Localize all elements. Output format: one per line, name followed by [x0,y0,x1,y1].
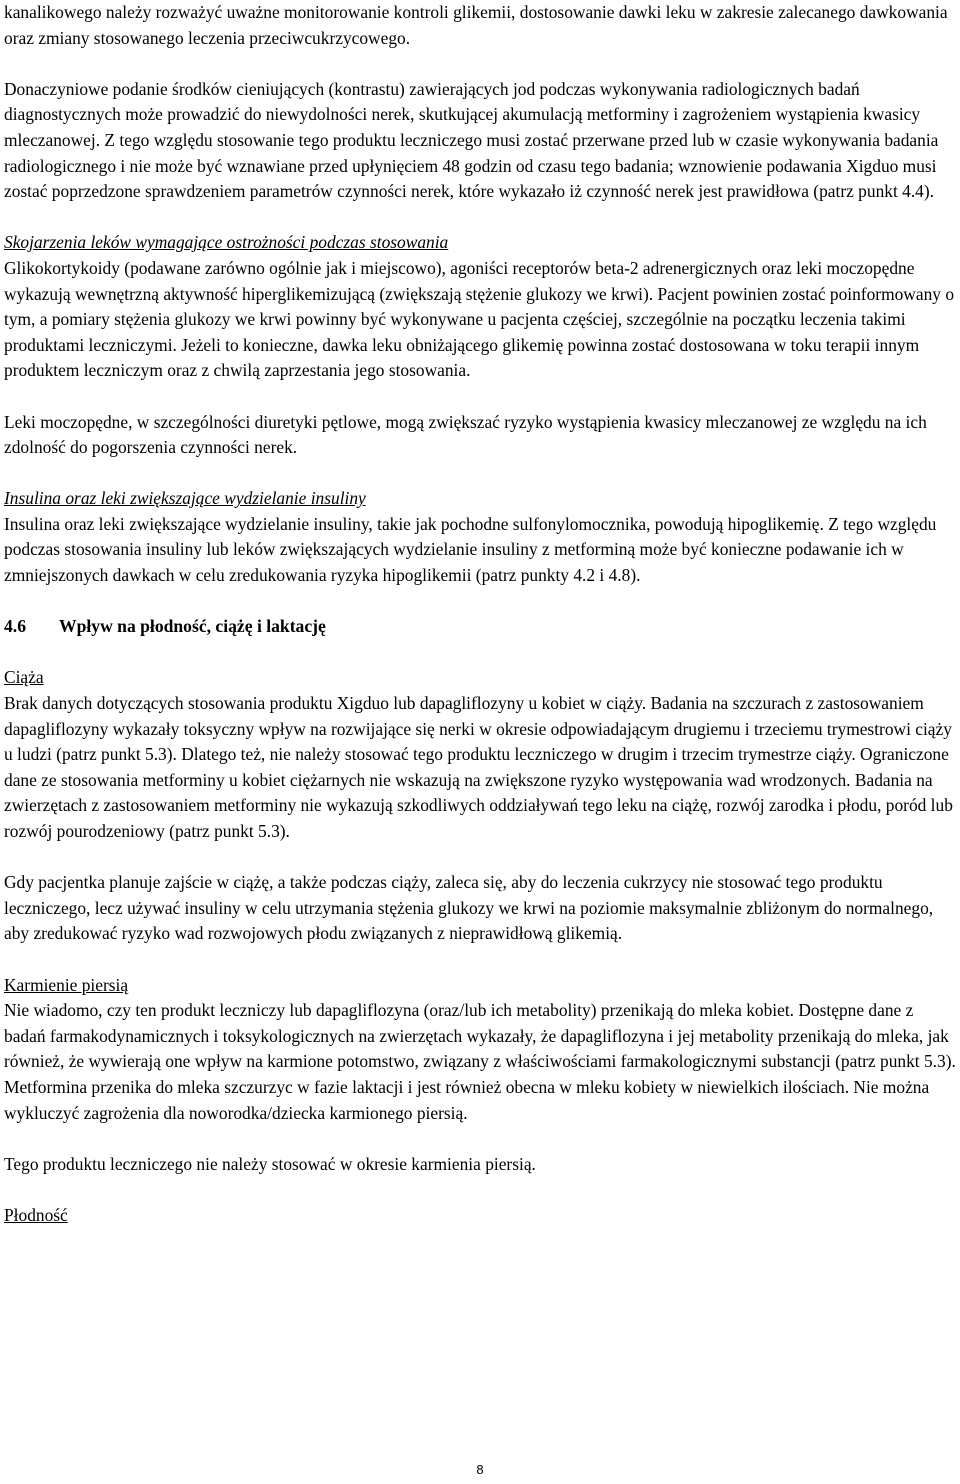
section-title: Wpływ na płodność, ciążę i laktację [59,616,326,637]
spacer [4,1126,956,1152]
spacer [4,1177,956,1203]
subheading-pregnancy: Ciąża [4,667,44,688]
spacer [4,947,956,973]
document-page [4,0,956,1229]
paragraph-glucocorticoids: Glikokortykoidy (podawane zarówno ogólnie jak i miejscowo), agoniści receptorów beta-2 adrenergicznych oraz leki moczopędne wykazują wewnętrzną aktywność hiperglikemizującą (zwiększają stężenie glukozy we krwi). Pacjent powinien zostać poinformowany o tym, a pomiary stężenia glukozy we krwi powinny być wykonywane u pacjenta częściej, szczególnie na początku leczenia takimi produktami leczniczymi. Jeżeli to konieczne, dawka leku obniżającego glikemię powinna zostać dostosowana w toku terapii innym produktem leczniczym oraz z chwilą zaprzestania jego stosowania. [4,257,955,381]
subheading-fertility: Płodność [4,1204,68,1225]
spacer [4,51,956,77]
subheading-insulin: Insulina oraz leki zwiększające wydzielanie insuliny [4,488,366,509]
paragraph-insulin: Insulina oraz leki zwiększające wydzielanie insuliny, takie jak pochodne sulfonylomocznika, powodują hipoglikemię. Z tego względu podczas stosowania insuliny lub leków zwiększających wydzielanie insuliny z metforminą może być konieczne podawanie ich w zmniejszonych dawkach w celu zredukowania ryzyka hipoglikemii (patrz punkty 4.2 i 4.8). [4,513,937,586]
paragraph-pregnancy: Brak danych dotyczących stosowania produktu Xigduo lub dapagliflozyny u kobiet w ciąży. Badania na szczurach z zastosowaniem dapagliflozyny wykazały toksyczny wpływ na rozwijające się nerki w okresie odpowiadającym drugiemu i trzeciemu trymestrowi ciąży u ludzi (patrz punkt 5.3). Dlatego też, nie należy stosować tego produktu leczniczego w drugim i trzecim trymestrze ciąży. Ograniczone dane ze stosowania metforminy u kobiet ciężarnych nie wskazują na zwiększone ryzyko występowania wad wrodzonych. Badania na zwierzętach z zastosowaniem metforminy nie wykazują szkodliwych oddziaływań tego leku na ciążę, rozwój zarodka i płodu, poród lub rozwój pourodzeniowy (patrz punkt 5.3). [4,693,953,841]
spacer [4,461,956,487]
spacer [4,589,956,615]
section-number: 4.6 [4,616,26,637]
section-heading [4,614,956,640]
paragraph-diuretics: Leki moczopędne, w szczególności diuretyki pętlowe, mogą zwiększać ryzyko wystąpienia kwasicy mleczanowej ze względu na ich zdolność do pogorszenia czynności nerek. [4,411,927,458]
spacer [4,845,956,871]
spacer [4,205,956,231]
page-number: 8 [476,1462,484,1477]
paragraph-breastfeeding: Nie wiadomo, czy ten produkt leczniczy lub dapagliflozyna (oraz/lub ich metabolity) przenikają do mleka kobiet. Dostępne dane z badań farmakodynamicznych i toksykologicznych na zwierzętach wykazały, że dapagliflozyna i jej metabolity przenikają do mleka, jak również, że wywierają one wpływ na karmione potomstwo, związany z właściwościami farmakologicznymi substancji (patrz punkt 5.3). Metformina przenika do mleka szczurzyc w fazie laktacji i jest również obecna w mleku kobiety w niewielkich ilościach. Nie można wykluczyć zagrożenia dla noworodka/dziecka karmionego piersią. [4,1000,956,1123]
subheading-drug-combinations: Skojarzenia leków wymagające ostrożności podczas stosowania [4,232,449,253]
subheading-breastfeeding: Karmienie piersią [4,974,129,995]
paragraph-contrast-agents: Donaczyniowe podanie środków cieniujących (kontrastu) zawierających jod podczas wykonywania radiologicznych badań diagnostycznych może prowadzić do niewydolności nerek, skutkującej akumulacją metforminy i zagrożeniem wystąpienia kwasicy mleczanowej. Z tego względu stosowanie tego produktu leczniczego musi zostać przerwane przed lub w czasie wykonywania badania radiologicznego i nie może być wznawiane przed upłynięciem 48 godzin od czasu tego badania; wznowienie podawania Xigduo musi zostać poprzedzone sprawdzeniem parametrów czynności nerek, które wykazało iż czynność nerek jest prawidłowa (patrz punkt 4.4). [4,78,939,202]
spacer [4,384,956,410]
paragraph-glycemia-monitoring: kanalikowego należy rozważyć uważne monitorowanie kontroli glikemii, dostosowanie dawki leku w zakresie zalecanego dawkowania oraz zmiany stosowanego leczenia przeciwcukrzycowego. [4,2,948,48]
spacer [4,640,956,666]
paragraph-pregnancy-planning: Gdy pacjentka planuje zajście w ciążę, a także podczas ciąży, zaleca się, aby do leczenia cukrzycy nie stosować tego produktu leczniczego, lecz używać insuliny w celu utrzymania stężenia glukozy we krwi na poziomie maksymalnie zbliżonym do normalnego, aby zredukować ryzyko wad rozwojowych płodu związanych z nieprawidłową glikemią. [4,872,934,944]
paragraph-breastfeeding-warning: Tego produktu leczniczego nie należy stosować w okresie karmienia piersią. [4,1153,536,1174]
